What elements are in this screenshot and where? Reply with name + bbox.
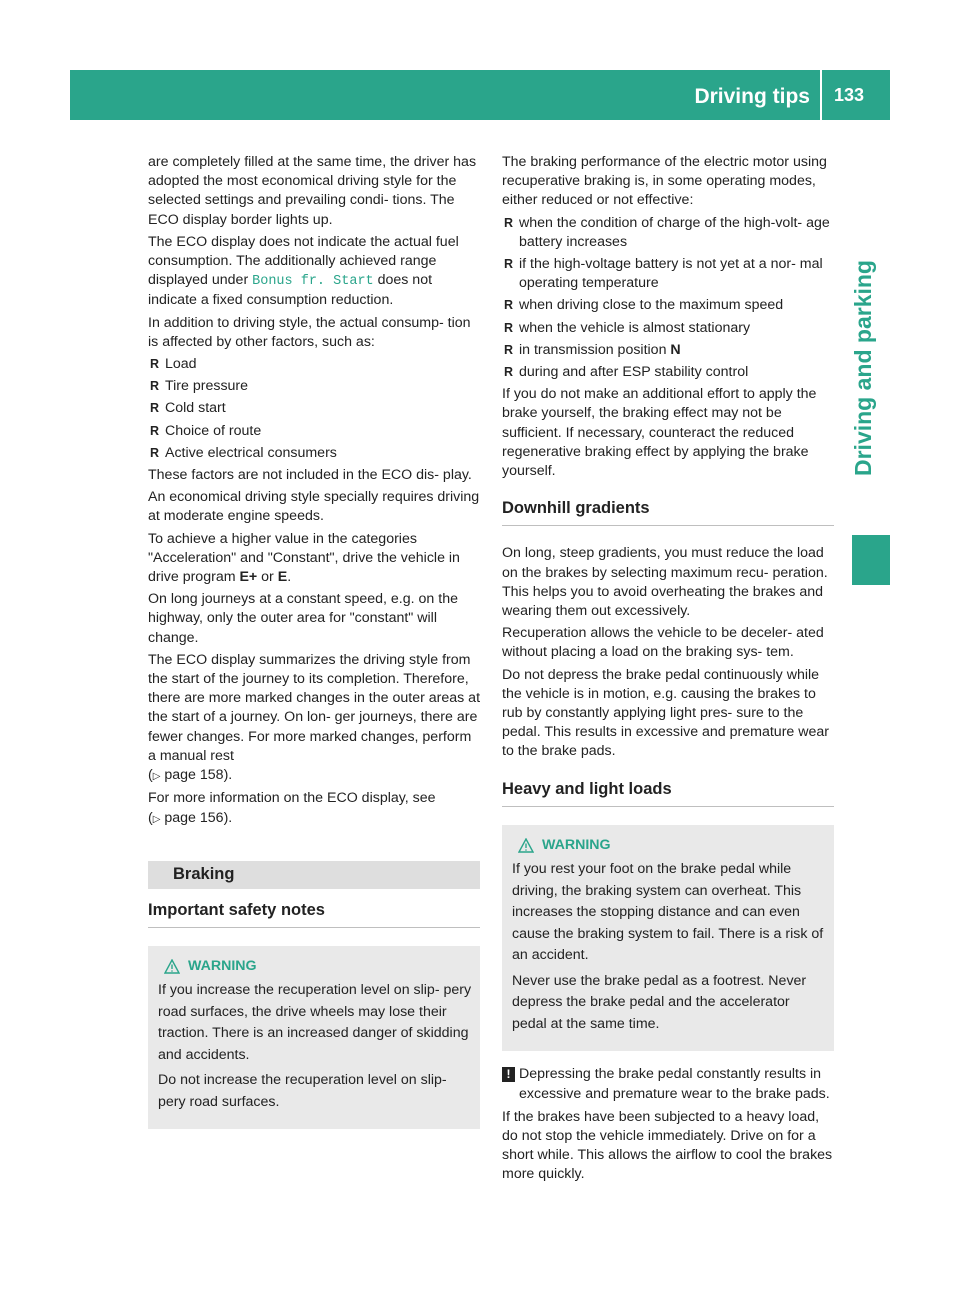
list-item: R when the condition of charge of the high-volt- age battery increases bbox=[502, 214, 834, 252]
paragraph: Recuperation allows the vehicle to be deceler- ated without placing a load on the braking sys- tem. bbox=[502, 625, 824, 661]
transmission-position: N bbox=[670, 341, 681, 358]
paragraph: The ECO display does not indicate the actual fuel consumption. The additionally achieved range displayed under Bonus fr. Start does not indicate a fixed consumption reduction. bbox=[148, 233, 459, 309]
paragraph: In addition to driving style, the actual consump- tion is affected by other factors, such as: bbox=[148, 314, 471, 350]
warning-box bbox=[502, 825, 834, 1052]
warning-text: If you rest your foot on the brake pedal while driving, the braking system can overheat. This increases the stopping distance and can even cause the braking system to fail. There is a risk of an accident. bbox=[512, 861, 824, 964]
list-item: R Cold start bbox=[148, 399, 480, 418]
warning-triangle-icon bbox=[518, 838, 534, 853]
page-reference[interactable]: page 158). bbox=[164, 767, 233, 784]
conditions-list bbox=[502, 214, 834, 383]
section-heading-braking: Braking bbox=[148, 861, 480, 889]
warning-heading: WARNING bbox=[512, 835, 826, 857]
paragraph: These factors are not included in the ECO dis- play. bbox=[148, 467, 472, 484]
paragraph: The ECO display summarizes the driving style from the start of the journey to its completion. Therefore, there are more marked changes in the outer areas at the start of a journey. On lon- ger journeys, there are fewer changes. For more marked changes, perform a manual rest (▷ page 158). bbox=[148, 651, 481, 784]
right-column bbox=[502, 153, 834, 1188]
note bbox=[502, 1065, 834, 1103]
paragraph: Do not depress the brake pedal continuously while the vehicle is in motion, e.g. causing the brakes to rub by constantly applying light pres- sure to the pedal. This results in excessive and premature wear to the brake pads. bbox=[502, 666, 829, 760]
header-bar bbox=[70, 70, 890, 120]
subheading-heavy-light-loads: Heavy and light loads bbox=[502, 780, 834, 807]
program-label: E+ bbox=[239, 569, 258, 586]
list-item: R Choice of route bbox=[148, 422, 480, 441]
warning-heading: WARNING bbox=[158, 956, 472, 978]
page-number: 133 bbox=[833, 85, 864, 105]
exclamation-icon: ! bbox=[502, 1067, 515, 1082]
paragraph: If the brakes have been subjected to a heavy load, do not stop the vehicle immediately. Drive on for a short while. This allows the airflow to cool the brakes more quickly. bbox=[502, 1108, 833, 1183]
paragraph: If you do not make an additional effort to apply the brake yourself, the braking effect may not be sufficient. If necessary, counteract the reduced regenerative braking effect by applying the brake yourself. bbox=[502, 386, 817, 480]
factors-list bbox=[148, 355, 480, 463]
paragraph: To achieve a higher value in the categories "Acceleration" and "Constant", drive the vehicle in drive program E+ or E. bbox=[148, 530, 460, 586]
warning-text: If you increase the recuperation level on slip- pery road surfaces, the drive wheels may lose their traction. There is an increased danger of skidding and accidents. bbox=[158, 982, 472, 1063]
warning-text: Never use the brake pedal as a footrest. Never depress the brake pedal and the accelerator pedal at the same time. bbox=[512, 972, 807, 1032]
list-item: R during and after ESP stability control bbox=[502, 363, 834, 382]
list-item: R in transmission position N bbox=[502, 341, 834, 360]
paragraph: are completely filled at the same time, the driver has adopted the most economical driving style for the selected settings and prevailing condi- tions. The ECO display border lights up. bbox=[148, 154, 477, 228]
page-ref-arrow-icon: ▷ bbox=[152, 813, 161, 825]
program-label: E bbox=[277, 569, 288, 586]
side-tab-label: Driving and parking bbox=[850, 260, 876, 476]
list-item: R Tire pressure bbox=[148, 377, 480, 396]
page-ref-arrow-icon: ▷ bbox=[152, 771, 161, 783]
left-column bbox=[148, 153, 480, 1143]
list-item: R Load bbox=[148, 355, 480, 374]
paragraph: The braking performance of the electric motor using recuperative braking is, in some operating modes, either reduced or not effective: bbox=[502, 154, 827, 209]
list-item: R when the vehicle is almost stationary bbox=[502, 319, 834, 338]
page-reference[interactable]: page 156). bbox=[164, 809, 233, 826]
section-title: Driving tips bbox=[694, 70, 822, 120]
side-tab-marker bbox=[852, 535, 890, 585]
list-item: R Active electrical consumers bbox=[148, 444, 480, 463]
list-item: R if the high-voltage battery is not yet at a nor- mal operating temperature bbox=[502, 255, 834, 293]
warning-box bbox=[148, 946, 480, 1130]
paragraph: On long journeys at a constant speed, e.g. on the highway, only the outer area for "constant" will change. bbox=[148, 591, 458, 646]
paragraph: An economical driving style specially requires driving at moderate engine speeds. bbox=[148, 489, 480, 525]
list-item: R when driving close to the maximum speed bbox=[502, 296, 834, 315]
warning-text: Do not increase the recuperation level on slip- pery road surfaces. bbox=[158, 1072, 447, 1110]
note-text: Depressing the brake pedal constantly results in excessive and premature wear to the brake pads. bbox=[519, 1066, 830, 1102]
paragraph: On long, steep gradients, you must reduce the load on the brakes by selecting maximum recu- peration. This helps you to avoid overheating the brakes and wearing them out excessively. bbox=[502, 545, 828, 620]
warning-triangle-icon bbox=[164, 959, 180, 974]
display-text: Bonus fr. Start bbox=[252, 274, 374, 290]
paragraph: For more information on the ECO display, see (▷ page 156). bbox=[148, 790, 436, 826]
subheading-safety-notes: Important safety notes bbox=[148, 901, 480, 928]
subheading-downhill-gradients: Downhill gradients bbox=[502, 499, 834, 526]
